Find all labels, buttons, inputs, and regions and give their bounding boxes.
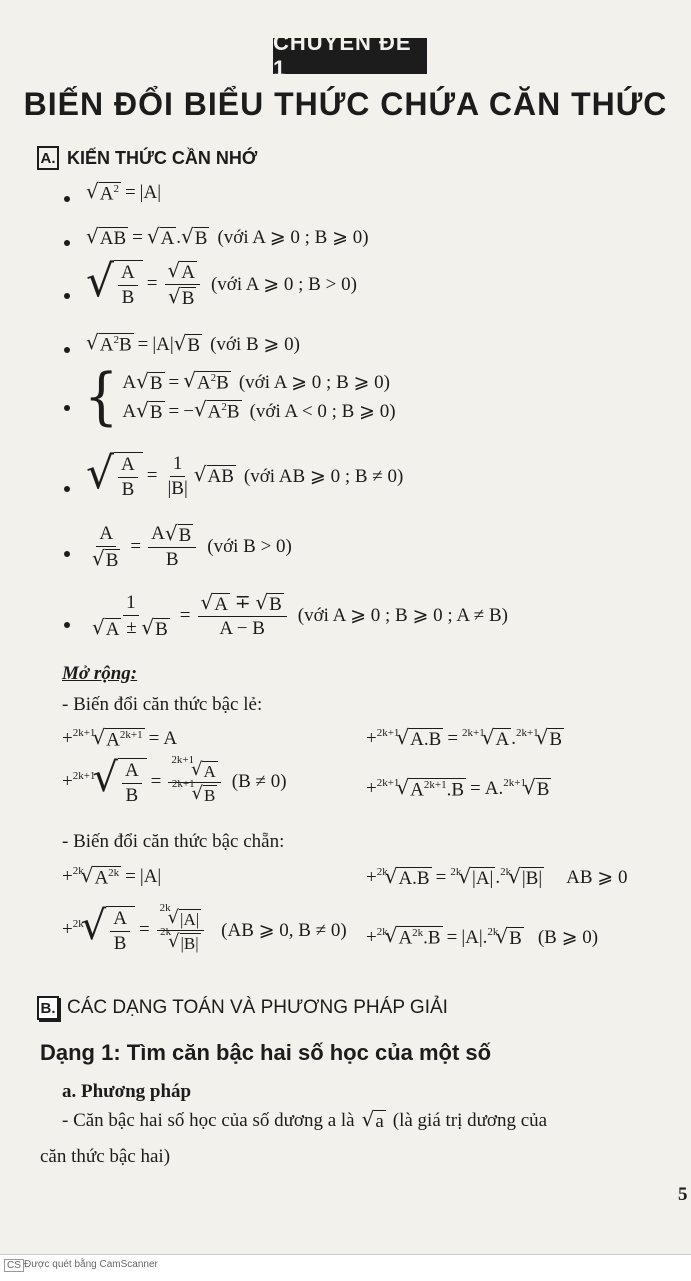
even-formula-4: + 2k √ $A^{2k}.B$ = |A|. 2k √ B (B ⩾ 0) bbox=[366, 923, 599, 949]
condition: (với B ⩾ 0) bbox=[210, 334, 300, 355]
condition: (với A ⩾ 0 ; B ⩾ 0) bbox=[217, 227, 369, 248]
mo-rong-heading: Mở rộng: bbox=[62, 663, 138, 684]
bullet bbox=[64, 622, 70, 628]
odd-formula-4: + 2k+1 √ $A^{2k+1}.B$ = A. 2k+1 √ B bbox=[366, 775, 550, 801]
condition: (với A < 0 ; B ⩾ 0) bbox=[249, 401, 396, 422]
odd-formula-2: + 2k+1 √ A.B = 2k+1 √ A . 2k+1 √ B bbox=[366, 725, 563, 751]
formula-sqrt-a-over-b: √ $\frac{A}{B}$ = √ A √ B (với A ⩾ 0 ; B > 0) bbox=[86, 256, 357, 309]
condition: (với B > 0) bbox=[207, 535, 292, 557]
odd-root-heading: - Biến đổi căn thức bậc lẻ: bbox=[62, 694, 263, 715]
method-line-2: căn thức bậc hai) bbox=[40, 1146, 171, 1167]
section-b-letter: B. bbox=[37, 996, 59, 1020]
condition: (với A ⩾ 0 ; B > 0) bbox=[210, 273, 357, 295]
formula-a-over-sqrt-b: A √ B = A √ B B (với B > 0) bbox=[92, 520, 292, 571]
bullet bbox=[64, 551, 70, 557]
even-formula-3: + 2k √ $\frac{A}{B}$ = $^{2k}$ √ |A| $^{2k}$ √ |B| (AB ⩾ 0, B ≠ 0) bbox=[62, 901, 347, 954]
bullet bbox=[64, 240, 70, 246]
even-formula-1: + 2k √ $A^{2k}$ = |A| bbox=[62, 863, 162, 889]
bullet bbox=[64, 405, 70, 411]
section-a-letter: A. bbox=[37, 146, 59, 170]
even-root-heading: - Biến đổi căn thức bậc chẵn: bbox=[62, 831, 285, 852]
camscanner-logo: CS bbox=[4, 1259, 24, 1272]
formula-sqrt-a-over-b-2: √ $\frac{A}{B}$ = $\frac{1}{|B|}$ √ AB (với AB ⩾ 0 ; B ≠ 0) bbox=[86, 448, 404, 500]
condition: (B ⩾ 0) bbox=[537, 927, 599, 948]
section-a-header bbox=[37, 146, 257, 170]
condition: (với A ⩾ 0 ; B ⩾ 0) bbox=[238, 372, 391, 393]
even-formula-2: + 2k √ A.B = 2k √ |A| . 2k √ |B| AB ⩾ 0 bbox=[366, 863, 628, 889]
main-title: BIẾN ĐỔI BIỂU THỨC CHỨA CĂN THỨC bbox=[23, 86, 668, 122]
formula-sqrt-a-squared: √ $A^2$ = |A| bbox=[86, 179, 162, 205]
formula-conjugate: 1 √ A ± √ B = √ A ∓ √ B A − B (với A ⩾ 0 ; B ⩾ 0 ; A ≠ B) bbox=[92, 589, 508, 640]
bullet bbox=[64, 347, 70, 353]
dang1-title: Dạng 1: Tìm căn bậc hai số học của một số bbox=[40, 1040, 492, 1065]
method-heading: a. Phương pháp bbox=[62, 1081, 192, 1102]
topic-badge: CHUYÊN ĐỀ 1 bbox=[273, 38, 427, 74]
condition: (B ≠ 0) bbox=[231, 771, 287, 793]
scanner-text: Được quét bằng CamScanner bbox=[24, 1259, 158, 1270]
method-line-1: - Căn bậc hai số học của số dương a là √ a (là giá trị dương của bbox=[62, 1107, 548, 1133]
condition: (với A ⩾ 0 ; B ⩾ 0 ; A ≠ B) bbox=[297, 605, 508, 627]
odd-formula-3: + 2k+1 √ $\frac{A}{B}$ = $^{2k+1}$ √ A $^{2k+1}$ √ B (B ≠ 0) bbox=[62, 753, 287, 806]
condition: AB ⩾ 0 bbox=[566, 867, 628, 888]
section-a-title: KIẾN THỨC CẦN NHỚ bbox=[67, 147, 258, 168]
bullet bbox=[64, 486, 70, 492]
condition: (với AB ⩾ 0 ; B ≠ 0) bbox=[243, 465, 404, 487]
section-b-header bbox=[37, 996, 448, 1020]
method-text-2: (là giá trị dương của bbox=[392, 1110, 548, 1131]
formula-sqrt-a2b: √ $A^2B$ = |A| √ B (với B ⩾ 0) bbox=[86, 330, 300, 356]
formula-system: { A √ B = √ $A^2B$ (với A ⩾ 0 ; B ⩾ 0) A √ B = − √ $A^2B$ (với A < 0 ; B ⩾ 0) bbox=[84, 360, 396, 433]
condition: (AB ⩾ 0, B ≠ 0) bbox=[221, 919, 347, 941]
page-number: 5 bbox=[678, 1184, 688, 1205]
method-text-1: - Căn bậc hai số học của số dương a là bbox=[62, 1110, 355, 1131]
section-b-title: CÁC DẠNG TOÁN VÀ PHƯƠNG PHÁP GIẢI bbox=[67, 997, 448, 1018]
bullet bbox=[64, 293, 70, 299]
odd-formula-1: + 2k+1 √ $A^{2k+1}$ = A bbox=[62, 725, 178, 751]
formula-sqrt-ab: √ AB = √ A . √ B (với A ⩾ 0 ; B ⩾ 0) bbox=[86, 223, 369, 249]
bullet bbox=[64, 196, 70, 202]
